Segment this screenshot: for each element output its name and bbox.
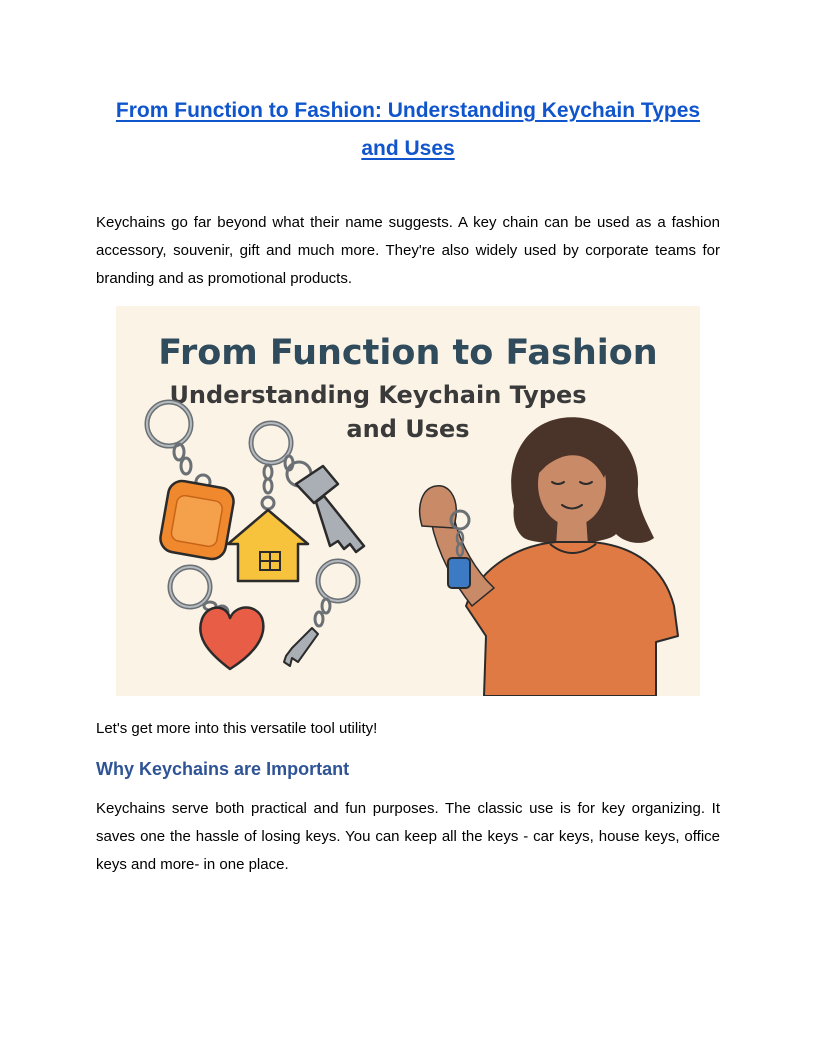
section-body-paragraph: Keychains serve both practical and fun purposes. The classic use is for key organizing. It saves one the hassle of losing keys. You can keep all the keys - car keys, house keys, office keys and more- in one place.	[96, 800, 720, 873]
hero-subline-1: Understanding Keychain Types	[169, 381, 587, 409]
intro-paragraph: Keychains go far beyond what their name suggests. A key chain can be used as a fashion accessory, souvenir, gift and much more. They're also widely used by corporate teams for branding and as promotional products.	[96, 214, 720, 287]
hero-headline: From Function to Fashion	[158, 333, 658, 373]
transition-paragraph: Let's get more into this versatile tool utility!	[96, 720, 378, 737]
hero-illustration	[116, 306, 700, 696]
section-heading: Why Keychains are Important	[96, 759, 350, 779]
document-title-link[interactable]: From Function to Fashion: Understanding Keychain Types and Uses	[115, 99, 701, 160]
hero-subline-2: and Uses	[346, 415, 470, 443]
